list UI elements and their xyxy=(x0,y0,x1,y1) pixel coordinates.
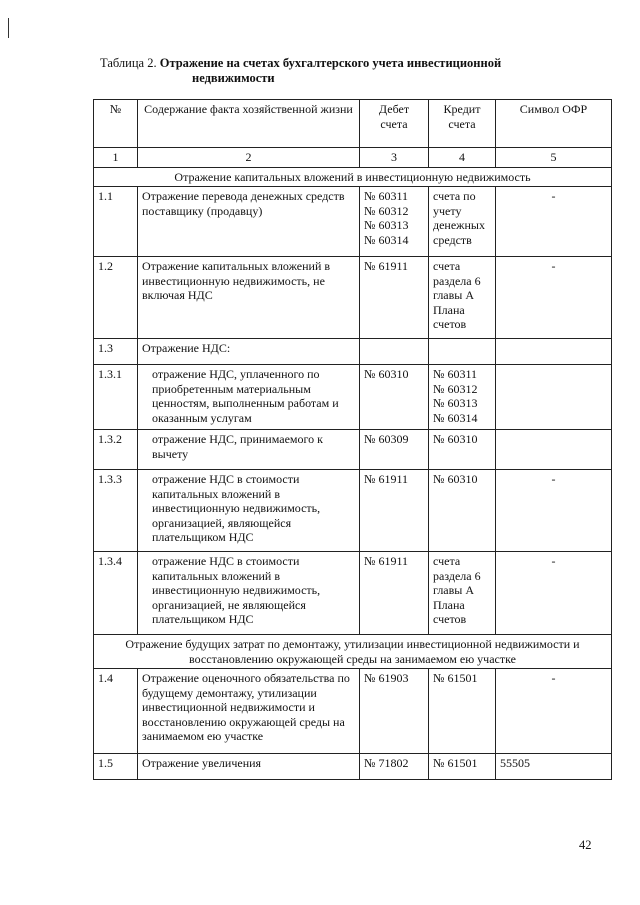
symbol-value: - xyxy=(551,189,556,203)
row-content-text: Отражение оценочного обязательства по будущему демонтажу, утилизации инвестиционной недвижимости и восстановлению окружающей среды на занимаемом ею участке xyxy=(142,671,350,743)
section-title-1: Отражение капитальных вложений в инвестиционную недвижимость xyxy=(94,167,612,187)
row-content-text: Отражение перевода денежных средств поставщику (продавцу) xyxy=(142,189,345,218)
row-debit xyxy=(360,430,429,470)
credit-account: счета по xyxy=(433,189,476,203)
row-content xyxy=(138,339,360,365)
row-symbol xyxy=(496,754,612,780)
col-number-2: 2 xyxy=(138,148,360,168)
row-credit xyxy=(429,365,496,430)
row-content-text: отражение НДС, принимаемого к вычету xyxy=(152,432,323,461)
header-symbol: Символ ОФР xyxy=(496,100,612,148)
credit-account: средств xyxy=(433,232,472,247)
row-debit xyxy=(360,339,429,365)
row-debit xyxy=(360,187,429,257)
row-content xyxy=(138,187,360,257)
row-content xyxy=(138,754,360,780)
row-number: 1.4 xyxy=(94,669,138,754)
credit-account: № 60311 xyxy=(433,367,478,381)
row-content xyxy=(138,365,360,430)
table-row xyxy=(94,470,612,552)
page-number: 42 xyxy=(579,838,592,852)
row-symbol xyxy=(496,339,612,365)
debit-account: № 60313 xyxy=(364,218,409,232)
row-symbol xyxy=(496,470,612,552)
row-number: 1.1 xyxy=(94,187,138,257)
row-number: 1.3 xyxy=(94,339,138,365)
row-number: 1.3.3 xyxy=(94,470,138,552)
debit-account: № 61903 xyxy=(364,671,409,685)
debit-account: № 61911 xyxy=(364,259,409,273)
row-debit xyxy=(360,754,429,780)
row-content-text: Отражение капитальных вложений в инвестиционную недвижимость, не включая НДС xyxy=(142,259,331,302)
header-num: № xyxy=(94,100,138,148)
table-row xyxy=(94,187,612,257)
credit-account: № 60310 xyxy=(433,472,478,486)
symbol-value: - xyxy=(551,554,556,568)
row-content xyxy=(138,669,360,754)
section-row-1 xyxy=(94,167,612,187)
credit-account: денежных xyxy=(433,218,485,232)
col-number-4: 4 xyxy=(429,148,496,168)
header-content: Содержание факта хозяйственной жизни xyxy=(138,100,360,148)
section-row-2 xyxy=(94,635,612,669)
table-row xyxy=(94,257,612,339)
credit-account: счетов xyxy=(433,317,467,331)
credit-account: раздела 6 xyxy=(433,273,481,288)
debit-account: № 61911 xyxy=(364,554,409,568)
row-symbol xyxy=(496,430,612,470)
row-debit xyxy=(360,257,429,339)
row-content-text: отражение НДС в стоимости капитальных вложений в инвестиционную недвижимость, организацией, являющейся плательщиком НДС xyxy=(152,472,321,544)
table-row xyxy=(94,754,612,780)
credit-account: счета xyxy=(433,554,461,568)
symbol-value: - xyxy=(551,671,556,685)
debit-account: № 60310 xyxy=(364,367,409,381)
row-number: 1.3.4 xyxy=(94,552,138,635)
row-number: 1.3.2 xyxy=(94,430,138,470)
debit-account: № 71802 xyxy=(364,756,409,770)
table-row xyxy=(94,365,612,430)
row-debit xyxy=(360,552,429,635)
header-row xyxy=(94,100,612,148)
credit-account: главы А xyxy=(433,583,475,597)
row-symbol xyxy=(496,187,612,257)
header-debit: Дебет счета xyxy=(360,100,429,148)
row-content xyxy=(138,552,360,635)
row-credit xyxy=(429,187,496,257)
credit-account: счетов xyxy=(433,612,467,626)
credit-account: № 60310 xyxy=(433,432,478,446)
row-credit xyxy=(429,339,496,365)
caption-prefix: Таблица 2. xyxy=(100,56,160,70)
row-credit xyxy=(429,470,496,552)
row-credit xyxy=(429,430,496,470)
row-symbol xyxy=(496,552,612,635)
debit-account: № 60312 xyxy=(364,203,409,218)
row-debit xyxy=(360,365,429,430)
credit-account: счета xyxy=(433,259,461,273)
row-debit xyxy=(360,470,429,552)
caption-title-line2: недвижимости xyxy=(192,71,275,85)
margin-mark xyxy=(8,18,9,38)
debit-account: № 60311 xyxy=(364,189,409,203)
credit-account: Плана xyxy=(433,597,465,612)
symbol-value: - xyxy=(551,259,556,273)
accounting-table xyxy=(93,99,612,780)
row-credit xyxy=(429,669,496,754)
credit-account: Плана xyxy=(433,302,465,317)
row-credit xyxy=(429,257,496,339)
col-number-5: 5 xyxy=(496,148,612,168)
section-title-2: Отражение будущих затрат по демонтажу, утилизации инвестиционной недвижимости и восстановлению окружающей среды на занимаемом ею участке xyxy=(94,635,612,669)
credit-account: № 60312 xyxy=(433,381,478,396)
credit-account: главы А xyxy=(433,288,475,302)
row-symbol xyxy=(496,257,612,339)
row-content xyxy=(138,430,360,470)
symbol-value: 55505 xyxy=(500,756,530,770)
caption-title-line1: Отражение на счетах бухгалтерского учета инвестиционной xyxy=(159,56,502,70)
credit-account: № 61501 xyxy=(433,671,478,685)
row-content-text: Отражение увеличения xyxy=(142,756,262,770)
col-number-1: 1 xyxy=(94,148,138,168)
row-credit xyxy=(429,754,496,780)
table-row xyxy=(94,552,612,635)
row-content-text: Отражение НДС: xyxy=(142,341,231,355)
table-row xyxy=(94,430,612,470)
row-symbol xyxy=(496,669,612,754)
table-row xyxy=(94,669,612,754)
debit-account: № 60309 xyxy=(364,432,409,446)
row-number: 1.5 xyxy=(94,754,138,780)
row-credit xyxy=(429,552,496,635)
row-content-text: отражение НДС, уплаченного по приобретенным материальным ценностям, выполненным работам и оказанным услугам xyxy=(152,367,339,425)
row-number: 1.3.1 xyxy=(94,365,138,430)
credit-account: № 61501 xyxy=(433,756,478,770)
row-debit xyxy=(360,669,429,754)
row-content-text: отражение НДС в стоимости капитальных вложений в инвестиционную недвижимость, организацией, не являющейся плательщиком НДС xyxy=(152,554,321,626)
credit-account: учету xyxy=(433,203,462,218)
credit-account: № 60313 xyxy=(433,396,478,410)
debit-account: № 60314 xyxy=(364,232,409,247)
row-number: 1.2 xyxy=(94,257,138,339)
row-symbol xyxy=(496,365,612,430)
column-number-row xyxy=(94,148,612,168)
col-number-3: 3 xyxy=(360,148,429,168)
header-credit: Кредит счета xyxy=(429,100,496,148)
table-caption xyxy=(100,56,600,86)
symbol-value: - xyxy=(551,472,556,486)
debit-account: № 61911 xyxy=(364,472,409,486)
row-content xyxy=(138,470,360,552)
credit-account: № 60314 xyxy=(433,410,478,425)
table-row xyxy=(94,339,612,365)
row-content xyxy=(138,257,360,339)
credit-account: раздела 6 xyxy=(433,568,481,583)
